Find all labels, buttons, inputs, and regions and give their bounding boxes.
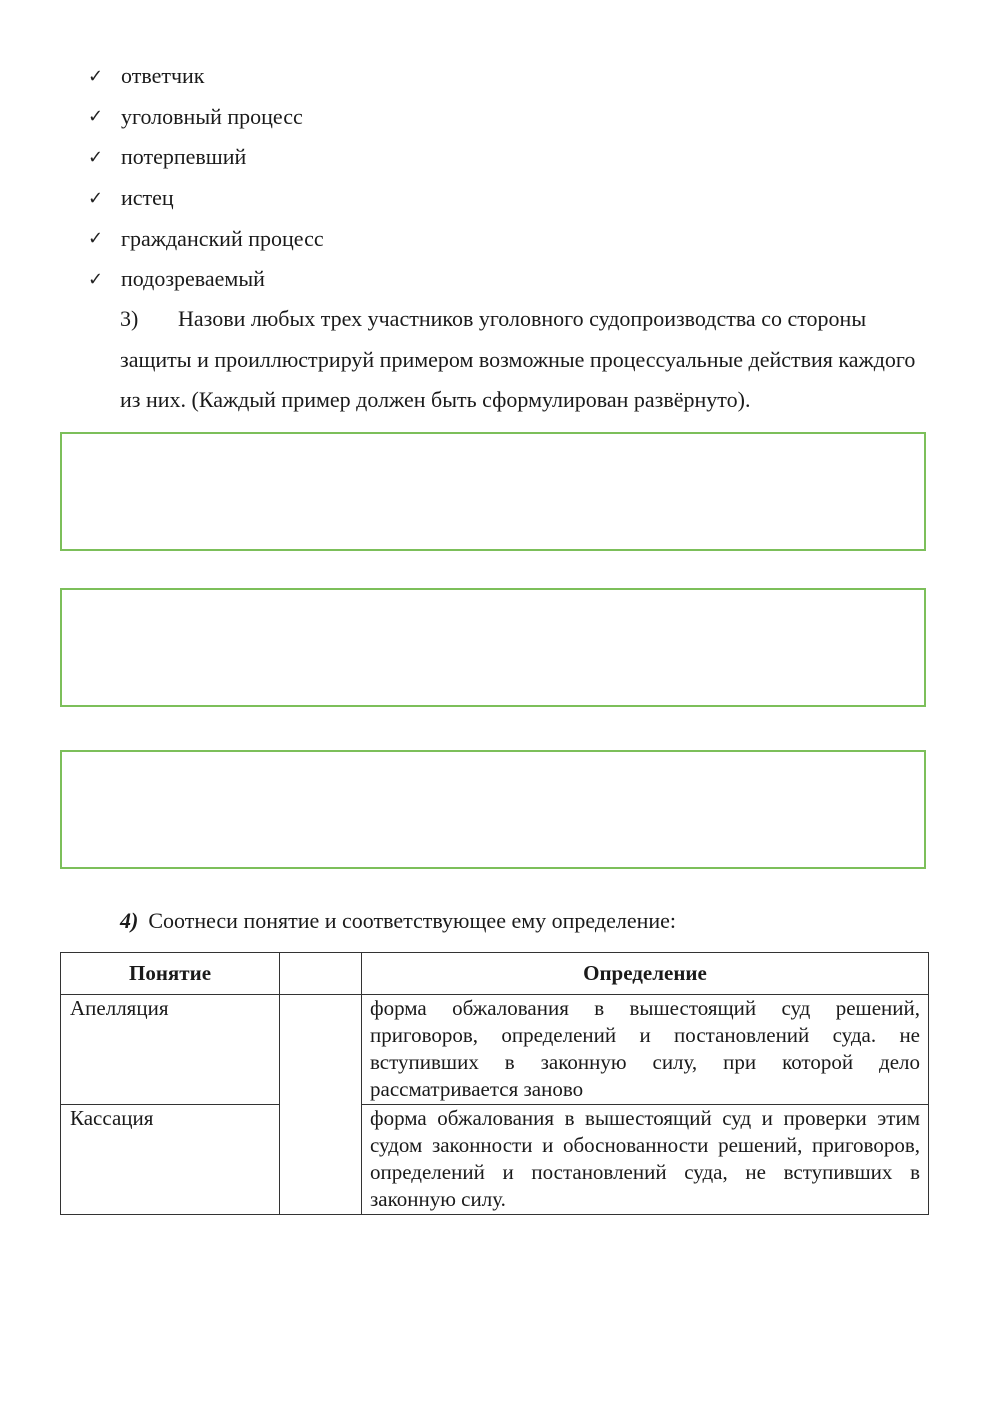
list-item — [88, 56, 324, 97]
term-checklist — [88, 56, 324, 300]
question-number: 4) — [120, 908, 139, 933]
definition-cell[interactable]: форма обжалования в вышестоящий суд и проверки этим судом законности и обоснованности решений, приговоров, определений и постановлений суда, не вступивших в законную силу. — [362, 1105, 929, 1215]
question-text: Соотнеси понятие и соответствующее ему определение: — [148, 908, 677, 933]
question-4 — [120, 908, 676, 934]
matching-table — [60, 952, 929, 1215]
concept-cell[interactable]: Кассация — [61, 1105, 280, 1215]
checkmark-icon: ✓ — [88, 228, 104, 250]
answer-field-3[interactable] — [60, 750, 926, 869]
list-item — [88, 178, 324, 219]
header-match-column — [280, 953, 362, 995]
list-item-label: подозреваемый — [121, 266, 265, 292]
checkmark-icon: ✓ — [88, 187, 104, 209]
list-item-label: гражданский процесс — [121, 225, 324, 251]
list-item — [88, 137, 324, 178]
checkmark-icon: ✓ — [88, 268, 104, 290]
table-row — [61, 995, 929, 1105]
concept-cell[interactable]: Апелляция — [61, 995, 280, 1105]
question-number: 3) — [120, 306, 139, 331]
table-row — [61, 1105, 929, 1215]
checkmark-icon: ✓ — [88, 65, 104, 87]
checkmark-icon: ✓ — [88, 106, 104, 128]
list-item — [88, 218, 324, 259]
match-drop-zone[interactable] — [280, 995, 362, 1215]
answer-field-1[interactable] — [60, 432, 926, 551]
list-item-label: ответчик — [121, 63, 205, 89]
list-item — [88, 97, 324, 138]
list-item-label: уголовный процесс — [121, 103, 303, 129]
list-item-label: истец — [121, 185, 174, 211]
header-concept: Понятие — [61, 953, 280, 995]
question-3 — [120, 299, 920, 421]
checkmark-icon: ✓ — [88, 146, 104, 168]
answer-field-2[interactable] — [60, 588, 926, 707]
definition-cell[interactable]: форма обжалования в вышестоящий суд решений, приговоров, определений и постановлений суда. не вступивших в законную силу, при которой дело рассматривается заново — [362, 995, 929, 1105]
header-definition: Определение — [362, 953, 929, 995]
question-text: Назови любых трех участников уголовного судопроизводства со стороны защиты и проиллюстрируй примером возможные процессуальные действия каждого из них. (Каждый пример должен быть сформулирован развёрнуто). — [120, 306, 916, 412]
list-item-label: потерпевший — [121, 144, 247, 170]
table-header-row — [61, 953, 929, 995]
list-item — [88, 259, 324, 300]
